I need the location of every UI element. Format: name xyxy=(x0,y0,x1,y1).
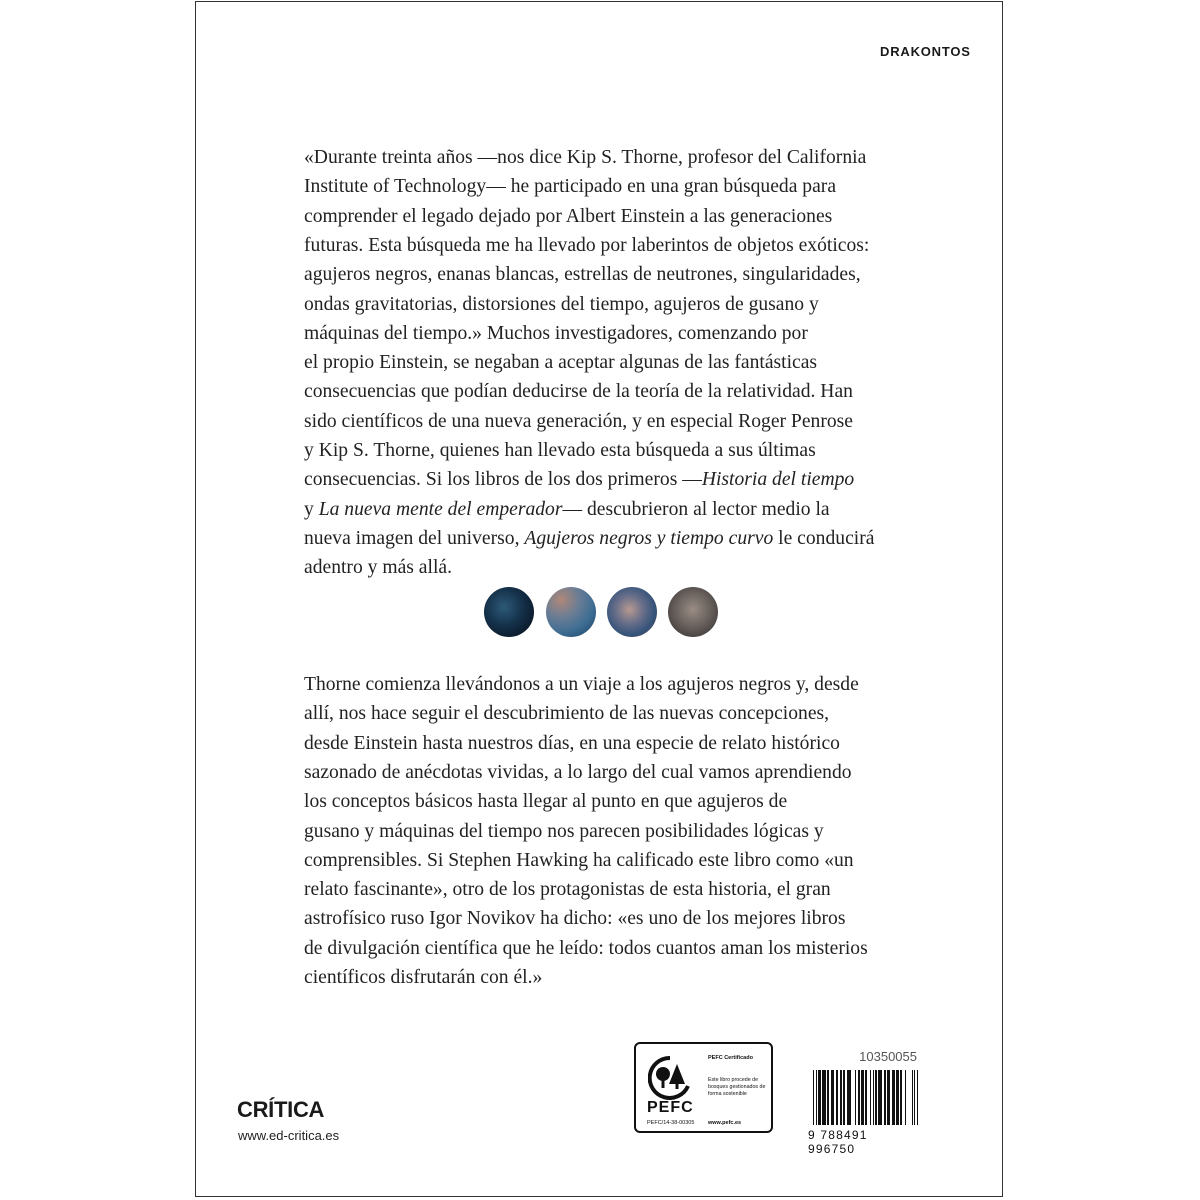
text-segment: Thorne comienza llevándonos a un viaje a los agujeros negros y, desde xyxy=(304,674,859,695)
isbn-barcode xyxy=(808,1070,918,1156)
text-segment: comprender el legado dejado por Albert Einstein a las generaciones xyxy=(304,205,833,227)
internal-code: 10350055 xyxy=(859,1049,917,1064)
text-line xyxy=(304,702,829,726)
text-line xyxy=(304,322,808,346)
book-title: La nueva mente del emperador xyxy=(318,498,563,520)
text-segment: ondas gravitatorias, distorsiones del tiempo, agujeros de gusano y xyxy=(304,293,819,315)
text-line xyxy=(304,673,859,697)
text-segment: desde Einstein hasta nuestros días, en una especie de relato histórico xyxy=(304,732,840,754)
text-segment: el propio Einstein, se negaban a aceptar algunas de las fantásticas xyxy=(304,352,818,374)
text-segment: futuras. Esta búsqueda me ha llevado por laberintos de objetos exóticos: xyxy=(304,234,870,256)
text-line xyxy=(304,263,861,287)
pefc-wordmark: PEFC xyxy=(647,1099,694,1116)
text-line xyxy=(304,234,869,258)
text-line xyxy=(304,937,868,961)
text-line xyxy=(304,380,853,404)
text-line xyxy=(304,527,874,551)
text-line xyxy=(304,410,853,434)
text-segment: allí, nos hace seguir el descubrimiento de las nuevas concepciones, xyxy=(304,703,830,725)
barcode-bars xyxy=(813,1070,918,1125)
text-segment: adentro y más allá. xyxy=(304,557,452,579)
text-line xyxy=(304,468,854,492)
text-segment: consecuencias. Si los libros de los dos primeros — xyxy=(304,469,702,491)
text-line xyxy=(304,146,866,170)
text-segment: sazonado de anécdotas vividas, a lo largo del cual vamos aprendiendo xyxy=(304,761,852,783)
text-line xyxy=(304,439,816,463)
text-segment: y Kip S. Thorne, quienes han llevado esta búsqueda a sus últimas xyxy=(304,440,816,461)
text-segment: sido científicos de una nueva generación, y en especial Roger Penrose xyxy=(304,410,853,432)
text-line xyxy=(304,820,824,844)
isbn-number: 9 788491 996750 xyxy=(808,1128,868,1156)
text-segment: «Durante treinta años —nos dice Kip S. Thorne, profesor del California xyxy=(304,147,867,168)
publisher-url: www.ed-critica.es xyxy=(238,1128,340,1143)
text-line xyxy=(304,732,840,756)
text-segment: científicos disfrutarán con él.» xyxy=(304,967,543,988)
text-segment: le conducirá xyxy=(773,527,875,549)
text-line xyxy=(304,878,831,902)
text-line xyxy=(304,351,817,375)
text-segment: Institute of Technology— he participado en una gran búsqueda para xyxy=(304,176,837,198)
text-segment: gusano y máquinas del tiempo nos parecen posibilidades lógicas y xyxy=(304,820,824,842)
text-segment: y xyxy=(304,498,319,520)
text-line xyxy=(304,205,832,229)
text-line xyxy=(304,556,452,580)
text-segment: máquinas del tiempo.» Muchos investigadores, comenzando por xyxy=(304,322,808,344)
star-cluster-icon xyxy=(668,587,718,637)
galaxy-icon xyxy=(607,587,657,637)
text-line xyxy=(304,849,854,873)
starfield-icon xyxy=(484,587,534,637)
text-segment: relato fascinante», otro de los protagonistas de esta historia, el gran xyxy=(304,879,831,901)
text-segment: — descubrieron al lector medio la xyxy=(562,498,830,520)
publisher-logo: CRÍTICA xyxy=(237,1097,325,1122)
text-line xyxy=(304,790,787,814)
pefc-certified-label: PEFC Certificado xyxy=(708,1055,753,1061)
pefc-site: www.pefc.es xyxy=(708,1120,742,1126)
text-line xyxy=(304,907,845,931)
text-segment: nueva imagen del universo, xyxy=(304,527,525,549)
text-line xyxy=(304,498,830,522)
text-segment: astrofísico ruso Igor Novikov ha dicho: «es uno de los mejores libros xyxy=(304,908,846,930)
pefc-tree-logo-icon xyxy=(648,1056,692,1100)
pefc-code: PEFC/14-38-00305 xyxy=(647,1120,695,1126)
text-line xyxy=(304,293,819,317)
book-title: Historia del tiempo xyxy=(701,469,855,491)
pefc-description: Este libro procede de bosques gestionados de forma sostenible xyxy=(708,1077,766,1097)
text-segment: de divulgación científica que he leído: todos cuantos aman los misterios xyxy=(304,937,868,959)
text-segment: agujeros negros, enanas blancas, estrellas de neutrones, singularidades, xyxy=(304,264,861,286)
text-line xyxy=(304,175,836,199)
text-segment: consecuencias que podían deducirse de la teoría de la relatividad. Han xyxy=(304,381,853,403)
pefc-certification-box xyxy=(634,1042,773,1133)
text-segment: los conceptos básicos hasta llegar al punto en que agujeros de xyxy=(304,791,788,813)
book-title: Agujeros negros y tiempo curvo xyxy=(524,527,774,549)
text-segment: comprensibles. Si Stephen Hawking ha calificado este libro como «un xyxy=(304,849,854,871)
text-line xyxy=(304,966,542,990)
text-line xyxy=(304,761,852,785)
collection-name: DRAKONTOS xyxy=(880,44,971,59)
nebula-icon xyxy=(546,587,596,637)
